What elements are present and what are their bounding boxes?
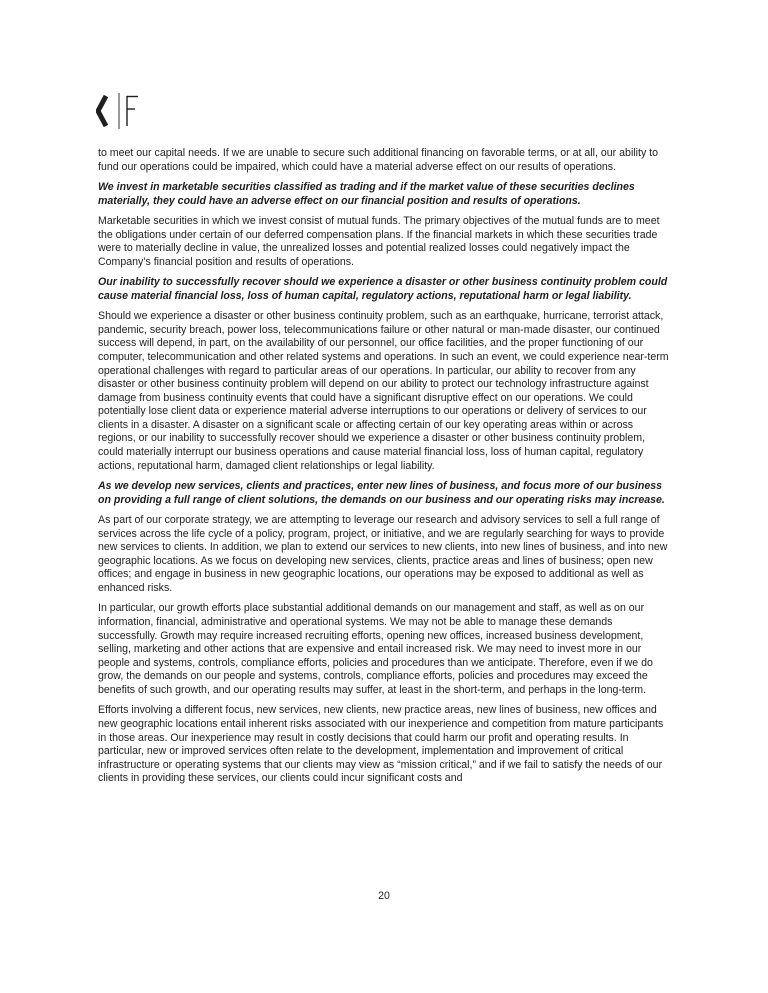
paragraph-inherent-risks: Efforts involving a different focus, new services, new clients, new practice areas, new lines of business, new offices and new geographic locations entail inherent risks associated with our inexperience and competition from mature participants in those areas. Our inexperience may result in costly decisions that could harm our profit and operating results. In particular, new or improved services often relate to the development, implementation and improvement of critical infrastructure or operating systems that our clients may view as “mission critical,” and if we fail to satisfy the needs of our clients in providing these services, our clients could incur significant costs and: [98, 704, 664, 785]
heading-marketable-securities: We invest in marketable securities classified as trading and if the market value of these securities declines materially, they could have an adverse effect on our financial position and results of operations.: [98, 180, 635, 207]
paragraph-business-continuity: Should we experience a disaster or other business continuity problem, such as an earthquake, hurricane, terrorist attack, pandemic, security breach, power loss, telecommunications failure or other natural or man-made disaster, our continued success will depend, in part, on the availability of our personnel, our office facilities, and the proper functioning of our computer, telecommunication and other related systems and operations. In such an event, we could experience near-term operational challenges with regard to particular areas of our operations. In particular, our ability to recover from any disaster or other business continuity problem will depend on our ability to protect our technology infrastructure against damage from business continuity events that could have a significant disruptive effect on our operations. We could potentially lose client data or experience material adverse interruptions to our operations or delivery of services to our clients in a disaster. A disaster on a significant scale or affecting certain of our key operating areas within or across regions, or our inability to successfully recover should we experience a disaster or other business continuity problem, could materially interrupt our business operations and cause material financial loss, loss of human capital, regulatory actions, reputational harm, damaged client relationships or legal liability.: [98, 310, 669, 472]
page-number: 20: [378, 890, 390, 902]
paragraph-capital-needs: to meet our capital needs. If we are unable to secure such additional financing on favorable terms, or at all, our ability to fund our operations could be impaired, which could have a material adverse effect on our results of operations.: [98, 147, 659, 173]
paragraph-corporate-strategy: As part of our corporate strategy, we are attempting to leverage our research and advisory services to sell a full range of services across the life cycle of a policy, program, project, or initiative, and we are regularly searching for ways to provide new services to clients. In addition, we plan to extend our services to new clients, into new lines of business, and into new geographic locations. As we focus on developing new services, clients, practice areas and lines of business; open new offices; and engage in business in new geographic locations, our operations may be exposed to additional as well as enhanced risks.: [98, 514, 668, 594]
paragraph-growth-efforts: In particular, our growth efforts place substantial additional demands on our management and staff, as well as on our information, financial, administrative and operational systems. We may not be able to manage these demands successfully. Growth may require increased recruiting efforts, opening new offices, increased business development, selling, marketing and other actions that are expensive and entail increased risk. We may need to invest more in our people and systems, controls, compliance efforts, policies and procedures than we anticipate. Therefore, even if we do grow, the demands on our people and systems, controls, compliance efforts, policies and procedures may exceed the benefits of such growth, and our operating results may suffer, at least in the short-term, and perhaps in the long-term.: [98, 602, 653, 696]
kf-logo-icon: [96, 92, 144, 130]
document-body: [98, 147, 672, 793]
paragraph-marketable-securities: Marketable securities in which we invest consist of mutual funds. The primary objectives of the mutual funds are to meet the obligations under certain of our deferred compensation plans. If the financial markets in which these securities trade were to materially decline in value, the unrealized losses and potential realized losses could negatively impact the Company’s financial position and results of operations.: [98, 214, 660, 268]
heading-business-continuity: Our inability to successfully recover should we experience a disaster or other business continuity problem could cause material financial loss, loss of human capital, regulatory actions, reputational harm or legal liability.: [98, 276, 668, 302]
heading-new-services: As we develop new services, clients and practices, enter new lines of business, and focus more of our business on providing a full range of client solutions, the demands on our business and our operating risks may increase.: [98, 480, 665, 506]
